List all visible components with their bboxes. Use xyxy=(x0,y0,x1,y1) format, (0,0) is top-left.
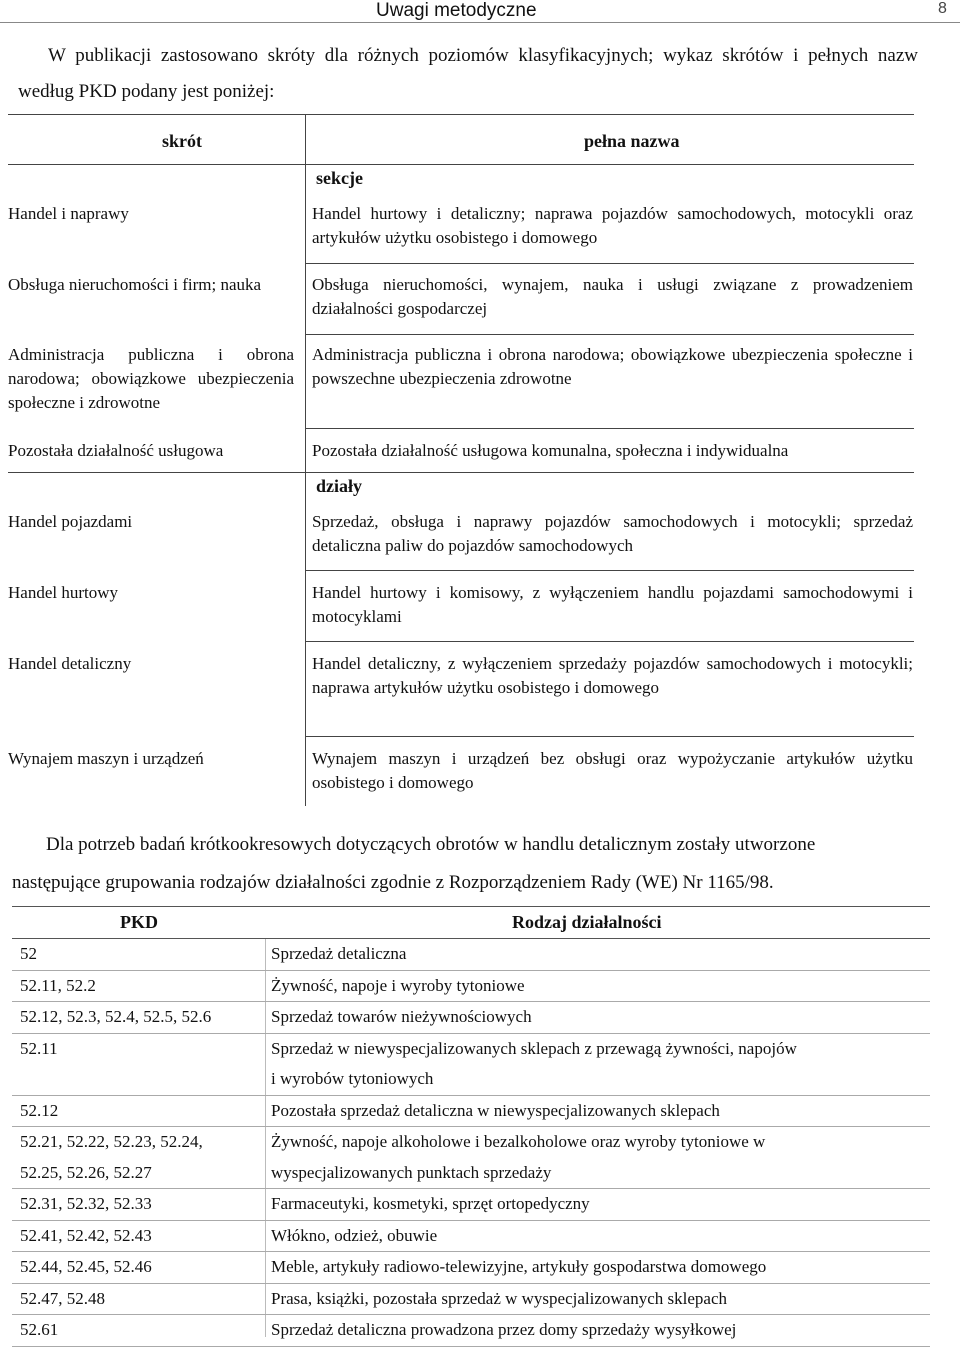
activity-cell xyxy=(271,1002,923,1033)
table-row xyxy=(12,1127,930,1189)
pkd-code: 52.25, 52.26, 52.27 xyxy=(20,1162,152,1182)
table-row xyxy=(12,1096,930,1128)
row-rule xyxy=(305,736,914,737)
pkd-code: 52 xyxy=(20,944,37,963)
table-row-short: Administracja publiczna i obrona narodowa; obowiązkowe ubezpieczenia społeczne i zdrowotne xyxy=(8,345,294,412)
activity-cell xyxy=(271,939,923,970)
pkd-code: 52.47, 52.48 xyxy=(20,1288,105,1308)
table-row-short: Handel i naprawy xyxy=(8,204,129,223)
pkd-code: 52.61 xyxy=(20,1320,59,1339)
activity-name: Włókno, odzież, obuwie xyxy=(271,1225,438,1245)
table-row xyxy=(12,1002,930,1034)
abbreviation-table xyxy=(8,114,914,806)
table-row xyxy=(12,1315,930,1347)
pkd-table-body xyxy=(12,939,930,1347)
table-header-rule xyxy=(8,164,914,165)
table-row-short: Pozostała działalność usługowa xyxy=(8,441,224,460)
activity-name: Prasa, książki, pozostała sprzedaż w wyspecjalizowanych sklepach xyxy=(271,1288,727,1308)
table-row xyxy=(12,939,930,971)
table-row-full: Sprzedaż, obsługa i naprawy pojazdów samochodowych i motocykli; sprzedaż detaliczna paliw do pojazdów samochodowych xyxy=(312,512,913,555)
page-number: 8 xyxy=(938,0,947,17)
col-header-pkd: PKD xyxy=(120,912,158,932)
table-row-short: Handel hurtowy xyxy=(8,583,119,602)
pkd-code-cell xyxy=(20,1252,260,1283)
col-header-short: skrót xyxy=(162,131,202,151)
pkd-code-cell xyxy=(20,939,260,970)
table-top-rule xyxy=(8,114,914,115)
pkd-code: 52.44, 52.45, 52.46 xyxy=(20,1257,152,1276)
activity-cell xyxy=(271,1096,923,1127)
activity-name: Pozostała sprzedaż detaliczna w niewyspecjalizowanych sklepach xyxy=(271,1100,720,1120)
grouping-paragraph-line: następujące grupowania rodzajów działalności zgodnie z Rozporządzeniem Rady (WE) Nr 1165/98. xyxy=(12,872,774,893)
pkd-code: 52.12, 52.3, 52.4, 52.5, 52.6 xyxy=(20,1007,212,1026)
row-rule xyxy=(305,641,914,642)
table-row xyxy=(12,971,930,1003)
row-rule xyxy=(8,472,914,473)
table-row xyxy=(12,1284,930,1316)
pkd-code-cell xyxy=(20,1284,260,1315)
page-header xyxy=(0,0,960,22)
activity-name: Żywność, napoje i wyroby tytoniowe xyxy=(271,975,525,995)
activity-name: Meble, artykuły radiowo-telewizyjne, artykuły gospodarstwa domowego xyxy=(271,1257,767,1276)
pkd-table-top-rule xyxy=(12,906,930,907)
header-rule xyxy=(0,22,960,23)
table-row-full: Pozostała działalność usługowa komunalna, społeczna i indywidualna xyxy=(312,441,789,460)
pkd-code: 52.11 xyxy=(20,1038,58,1058)
table-row-full: Handel detaliczny, z wyłączeniem sprzedaży pojazdów samochodowych i motocykli; naprawa artykułów użytku osobistego i domowego xyxy=(312,654,913,697)
activity-name: Żywność, napoje alkoholowe i bezalkoholowe oraz wyroby tytoniowe w xyxy=(271,1132,766,1151)
activity-cell xyxy=(271,1034,923,1095)
activity-name: Sprzedaż detaliczna xyxy=(271,944,407,963)
pkd-code-cell xyxy=(20,1034,260,1065)
row-rule xyxy=(305,570,914,571)
activity-cell xyxy=(271,971,923,1002)
pkd-code-cell xyxy=(20,1002,260,1033)
activity-name: i wyrobów tytoniowych xyxy=(271,1069,434,1088)
pkd-code-cell xyxy=(20,1221,260,1252)
row-rule xyxy=(305,428,914,429)
row-rule xyxy=(305,334,914,335)
pkd-code-cell xyxy=(20,1096,260,1127)
table-row-short: Obsługa nieruchomości i firm; nauka xyxy=(8,275,262,294)
activity-name: Sprzedaż w niewyspecjalizowanych sklepach z przewagą żywności, napojów xyxy=(271,1038,797,1058)
row-rule xyxy=(305,263,914,264)
activity-cell xyxy=(271,1252,923,1283)
table-row xyxy=(12,1034,930,1096)
table-row xyxy=(12,1252,930,1284)
pkd-code-cell xyxy=(20,1189,260,1220)
activity-cell xyxy=(271,1189,923,1220)
table-row-full: Handel hurtowy i komisowy, z wyłączeniem handlu pojazdami samochodowymi i motocyklami xyxy=(312,583,913,626)
pkd-code-cell xyxy=(20,1315,260,1346)
table-row-short: Wynajem maszyn i urządzeń xyxy=(8,749,204,768)
section-label-sekcje: sekcje xyxy=(316,168,363,188)
table-row-full: Wynajem maszyn i urządzeń bez obsługi oraz wypożyczanie artykułów użytku osobistego i domowego xyxy=(312,749,913,792)
grouping-paragraph-line: Dla potrzeb badań krótkookresowych dotyczących obrotów w handlu detalicznym zostały utworzone xyxy=(46,834,816,855)
pkd-code: 52.41, 52.42, 52.43 xyxy=(20,1225,152,1245)
table-row-short: Handel pojazdami xyxy=(8,512,133,531)
activity-name: Farmaceutyki, kosmetyki, sprzęt ortopedyczny xyxy=(271,1194,590,1213)
activity-cell xyxy=(271,1127,923,1188)
pkd-code: 52.11, 52.2 xyxy=(20,975,96,995)
col-header-full: pełna nazwa xyxy=(584,131,680,151)
header-title: Uwagi metodyczne xyxy=(376,0,537,21)
pkd-code-cell xyxy=(20,971,260,1002)
activity-name: Sprzedaż towarów nieżywnościowych xyxy=(271,1007,532,1026)
section-label-dzialy: działy xyxy=(316,476,363,496)
pkd-code: 52.21, 52.22, 52.23, 52.24, xyxy=(20,1132,203,1151)
table-row-full: Obsługa nieruchomości, wynajem, nauka i usługi związane z prowadzeniem działalności gospodarczej xyxy=(312,275,913,318)
table-row xyxy=(12,1221,930,1253)
activity-cell xyxy=(271,1221,923,1252)
pkd-code: 52.31, 52.32, 52.33 xyxy=(20,1194,152,1213)
grouping-paragraph xyxy=(12,826,952,902)
pkd-code-cell xyxy=(20,1127,260,1188)
activity-name: wyspecjalizowanych punktach sprzedaży xyxy=(271,1162,552,1182)
table-row-short: Handel detaliczny xyxy=(8,654,132,673)
intro-paragraph: W publikacji zastosowano skróty dla różnych poziomów klasyfikacyjnych; wykaz skrótów i pełnych nazw według PKD podany jest poniżej: xyxy=(18,45,918,102)
activity-cell xyxy=(271,1284,923,1315)
pkd-code: 52.12 xyxy=(20,1100,59,1120)
table-row-full: Administracja publiczna i obrona narodowa; obowiązkowe ubezpieczenia społeczne i powszechne ubezpieczenia zdrowotne xyxy=(312,345,913,388)
column-divider xyxy=(305,114,306,806)
activity-name: Sprzedaż detaliczna prowadzona przez domy sprzedaży wysyłkowej xyxy=(271,1320,737,1339)
col-header-rodzaj: Rodzaj działalności xyxy=(512,912,662,932)
activity-cell xyxy=(271,1315,923,1346)
table-row xyxy=(12,1189,930,1221)
table-row-full: Handel hurtowy i detaliczny; naprawa pojazdów samochodowych, motocykli oraz artykułów użytku osobistego i domowego xyxy=(312,204,913,247)
